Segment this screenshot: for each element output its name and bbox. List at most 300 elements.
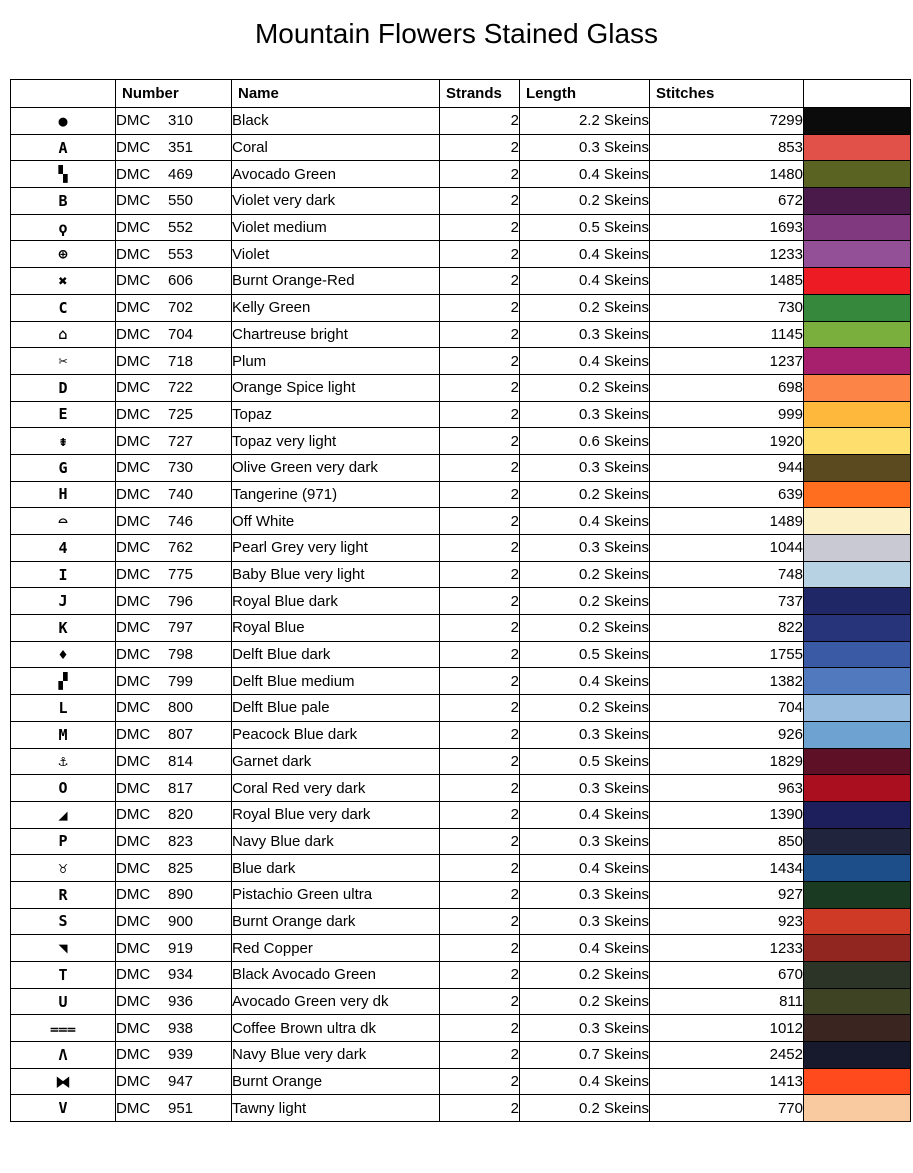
color-swatch-cell: [804, 695, 911, 722]
brand-label: DMC: [116, 325, 151, 343]
stitches-cell: 1829: [650, 748, 804, 775]
length-cell: 0.2 Skeins: [520, 1095, 650, 1122]
thread-code: 814: [168, 752, 194, 770]
stitches-cell: 944: [650, 454, 804, 481]
color-swatch: [804, 642, 910, 668]
number-cell: [116, 855, 232, 882]
length-cell: 0.2 Skeins: [520, 588, 650, 615]
name-cell: Pearl Grey very light: [232, 535, 440, 562]
number-cell: [116, 214, 232, 241]
name-cell: Navy Blue very dark: [232, 1042, 440, 1069]
number-cell: [116, 615, 232, 642]
table-row: [11, 268, 911, 295]
name-cell: Royal Blue dark: [232, 588, 440, 615]
name-cell: Kelly Green: [232, 294, 440, 321]
name-cell: Tawny light: [232, 1095, 440, 1122]
length-cell: 0.3 Skeins: [520, 321, 650, 348]
name-cell: Off White: [232, 508, 440, 535]
table-row: [11, 855, 911, 882]
number-cell: [116, 374, 232, 401]
thread-code: 797: [168, 619, 194, 637]
color-swatch: [804, 775, 910, 801]
symbol-cell: S: [11, 908, 116, 935]
table-row: [11, 321, 911, 348]
brand-label: DMC: [116, 1099, 151, 1117]
symbol-cell: I: [11, 561, 116, 588]
stitches-cell: 1485: [650, 268, 804, 295]
name-cell: Delft Blue dark: [232, 641, 440, 668]
name-cell: Orange Spice light: [232, 374, 440, 401]
strands-cell: 2: [440, 988, 520, 1015]
number-cell: [116, 721, 232, 748]
strands-cell: 2: [440, 321, 520, 348]
strands-cell: 2: [440, 401, 520, 428]
table-body: [11, 108, 911, 1122]
brand-label: DMC: [116, 966, 151, 984]
color-swatch-cell: [804, 721, 911, 748]
length-cell: 0.2 Skeins: [520, 988, 650, 1015]
color-swatch-cell: [804, 428, 911, 455]
symbol-cell: L: [11, 695, 116, 722]
thread-code: 900: [168, 912, 194, 930]
color-swatch-cell: [804, 615, 911, 642]
color-swatch-cell: [804, 1015, 911, 1042]
table-row: [11, 188, 911, 215]
length-cell: 0.3 Skeins: [520, 828, 650, 855]
strands-cell: 2: [440, 428, 520, 455]
thread-code: 936: [168, 993, 194, 1011]
symbol-cell: C: [11, 294, 116, 321]
number-cell: [116, 801, 232, 828]
length-cell: 0.2 Skeins: [520, 294, 650, 321]
color-swatch-cell: [804, 321, 911, 348]
strands-cell: 2: [440, 615, 520, 642]
thread-code: 727: [168, 432, 194, 450]
strands-cell: 2: [440, 908, 520, 935]
brand-label: DMC: [116, 806, 151, 824]
number-cell: [116, 935, 232, 962]
thread-code: 823: [168, 832, 194, 850]
symbol-cell: ⌓: [11, 508, 116, 535]
color-swatch: [804, 668, 910, 694]
strands-cell: 2: [440, 721, 520, 748]
color-swatch: [804, 161, 910, 187]
table-header-row: [11, 80, 911, 108]
strands-cell: 2: [440, 935, 520, 962]
brand-label: DMC: [116, 859, 151, 877]
symbol-cell: E: [11, 401, 116, 428]
name-cell: Chartreuse bright: [232, 321, 440, 348]
color-swatch-cell: [804, 401, 911, 428]
symbol-cell: K: [11, 615, 116, 642]
strands-cell: 2: [440, 348, 520, 375]
thread-code: 799: [168, 672, 194, 690]
stitches-cell: 2452: [650, 1042, 804, 1069]
header-stitches: Stitches: [650, 80, 804, 108]
length-cell: 0.4 Skeins: [520, 161, 650, 188]
thread-code: 553: [168, 245, 194, 263]
name-cell: Coral: [232, 134, 440, 161]
table-row: [11, 615, 911, 642]
symbol-cell: ⇟: [11, 428, 116, 455]
length-cell: 0.4 Skeins: [520, 935, 650, 962]
color-swatch: [804, 1042, 910, 1068]
symbol-cell: ▚: [11, 161, 116, 188]
thread-legend-table: [10, 79, 911, 1122]
thread-code: 550: [168, 192, 194, 210]
color-swatch-cell: [804, 668, 911, 695]
symbol-cell: ⌂: [11, 321, 116, 348]
strands-cell: 2: [440, 641, 520, 668]
length-cell: 0.2 Skeins: [520, 481, 650, 508]
strands-cell: 2: [440, 775, 520, 802]
symbol-cell: U: [11, 988, 116, 1015]
color-swatch-cell: [804, 588, 911, 615]
length-cell: 0.3 Skeins: [520, 134, 650, 161]
color-swatch: [804, 108, 910, 134]
length-cell: 0.3 Skeins: [520, 881, 650, 908]
stitches-cell: 1145: [650, 321, 804, 348]
color-swatch: [804, 909, 910, 935]
table-row: [11, 908, 911, 935]
color-swatch: [804, 402, 910, 428]
symbol-cell: R: [11, 881, 116, 908]
table-row: [11, 695, 911, 722]
table-row: [11, 454, 911, 481]
strands-cell: 2: [440, 1068, 520, 1095]
number-cell: [116, 988, 232, 1015]
brand-label: DMC: [116, 139, 151, 157]
symbol-cell: G: [11, 454, 116, 481]
brand-label: DMC: [116, 779, 151, 797]
stitches-cell: 1489: [650, 508, 804, 535]
brand-label: DMC: [116, 1019, 151, 1037]
length-cell: 0.2 Skeins: [520, 695, 650, 722]
symbol-cell: ⊕: [11, 241, 116, 268]
color-swatch-cell: [804, 748, 911, 775]
length-cell: 0.3 Skeins: [520, 721, 650, 748]
color-swatch-cell: [804, 481, 911, 508]
symbol-cell: ϙ: [11, 214, 116, 241]
name-cell: Baby Blue very light: [232, 561, 440, 588]
number-cell: [116, 1015, 232, 1042]
stitches-cell: 770: [650, 1095, 804, 1122]
page-title: Mountain Flowers Stained Glass: [254, 18, 659, 49]
color-swatch: [804, 882, 910, 908]
header-strands: Strands: [440, 80, 520, 108]
strands-cell: 2: [440, 268, 520, 295]
number-cell: [116, 108, 232, 135]
number-cell: [116, 828, 232, 855]
thread-code: 800: [168, 699, 194, 717]
color-swatch: [804, 588, 910, 614]
number-cell: [116, 561, 232, 588]
brand-label: DMC: [116, 272, 151, 290]
stitches-cell: 737: [650, 588, 804, 615]
symbol-cell: Λ: [11, 1042, 116, 1069]
strands-cell: 2: [440, 241, 520, 268]
thread-code: 825: [168, 859, 194, 877]
color-swatch-cell: [804, 214, 911, 241]
stitches-cell: 748: [650, 561, 804, 588]
header-symbol: [11, 80, 116, 108]
strands-cell: 2: [440, 695, 520, 722]
symbol-cell: 4: [11, 535, 116, 562]
brand-label: DMC: [116, 459, 151, 477]
length-cell: 0.4 Skeins: [520, 801, 650, 828]
stitches-cell: 811: [650, 988, 804, 1015]
color-swatch: [804, 615, 910, 641]
brand-label: DMC: [116, 112, 151, 130]
length-cell: 0.2 Skeins: [520, 615, 650, 642]
stitches-cell: 1012: [650, 1015, 804, 1042]
name-cell: Topaz: [232, 401, 440, 428]
color-swatch-cell: [804, 801, 911, 828]
name-cell: Navy Blue dark: [232, 828, 440, 855]
name-cell: Coral Red very dark: [232, 775, 440, 802]
color-swatch-cell: [804, 348, 911, 375]
length-cell: 0.3 Skeins: [520, 535, 650, 562]
color-swatch: [804, 962, 910, 988]
brand-label: DMC: [116, 939, 151, 957]
table-row: [11, 935, 911, 962]
strands-cell: 2: [440, 801, 520, 828]
table-row: [11, 401, 911, 428]
thread-code: 919: [168, 939, 194, 957]
length-cell: 0.3 Skeins: [520, 401, 650, 428]
color-swatch-cell: [804, 508, 911, 535]
table-row: [11, 641, 911, 668]
color-swatch: [804, 428, 910, 454]
color-swatch-cell: [804, 294, 911, 321]
table-row: [11, 775, 911, 802]
stitches-cell: 963: [650, 775, 804, 802]
thread-code: 740: [168, 485, 194, 503]
number-cell: [116, 535, 232, 562]
symbol-cell: O: [11, 775, 116, 802]
brand-label: DMC: [116, 405, 151, 423]
table-row: [11, 988, 911, 1015]
length-cell: 0.2 Skeins: [520, 188, 650, 215]
table-row: [11, 828, 911, 855]
table-row: [11, 962, 911, 989]
thread-code: 310: [168, 112, 194, 130]
number-cell: [116, 962, 232, 989]
thread-code: 951: [168, 1099, 194, 1117]
number-cell: [116, 481, 232, 508]
color-swatch-cell: [804, 855, 911, 882]
name-cell: Red Copper: [232, 935, 440, 962]
number-cell: [116, 134, 232, 161]
length-cell: 0.4 Skeins: [520, 241, 650, 268]
strands-cell: 2: [440, 188, 520, 215]
brand-label: DMC: [116, 1046, 151, 1064]
color-swatch: [804, 935, 910, 961]
stitches-cell: 1480: [650, 161, 804, 188]
thread-code: 762: [168, 539, 194, 557]
thread-code: 725: [168, 405, 194, 423]
length-cell: 0.6 Skeins: [520, 428, 650, 455]
name-cell: Topaz very light: [232, 428, 440, 455]
stitches-cell: 1233: [650, 241, 804, 268]
symbol-cell: T: [11, 962, 116, 989]
table-row: [11, 1095, 911, 1122]
stitches-cell: 926: [650, 721, 804, 748]
thread-code: 796: [168, 592, 194, 610]
brand-label: DMC: [116, 432, 151, 450]
color-swatch-cell: [804, 641, 911, 668]
color-swatch: [804, 268, 910, 294]
name-cell: Violet: [232, 241, 440, 268]
color-swatch: [804, 535, 910, 561]
table-row: [11, 294, 911, 321]
color-swatch-cell: [804, 908, 911, 935]
symbol-cell: M: [11, 721, 116, 748]
brand-label: DMC: [116, 485, 151, 503]
thread-code: 746: [168, 512, 194, 530]
number-cell: [116, 321, 232, 348]
color-swatch-cell: [804, 134, 911, 161]
strands-cell: 2: [440, 508, 520, 535]
name-cell: Violet medium: [232, 214, 440, 241]
brand-label: DMC: [116, 699, 151, 717]
name-cell: Burnt Orange-Red: [232, 268, 440, 295]
strands-cell: 2: [440, 962, 520, 989]
table-row: [11, 1015, 911, 1042]
table-row: [11, 588, 911, 615]
strands-cell: 2: [440, 161, 520, 188]
color-swatch: [804, 1095, 910, 1121]
length-cell: 0.3 Skeins: [520, 1015, 650, 1042]
number-cell: [116, 348, 232, 375]
name-cell: Coffee Brown ultra dk: [232, 1015, 440, 1042]
brand-label: DMC: [116, 726, 151, 744]
stitches-cell: 853: [650, 134, 804, 161]
strands-cell: 2: [440, 535, 520, 562]
number-cell: [116, 748, 232, 775]
name-cell: Violet very dark: [232, 188, 440, 215]
brand-label: DMC: [116, 245, 151, 263]
stitches-cell: 999: [650, 401, 804, 428]
stitches-cell: 730: [650, 294, 804, 321]
stitches-cell: 1413: [650, 1068, 804, 1095]
name-cell: Pistachio Green ultra: [232, 881, 440, 908]
strands-cell: 2: [440, 561, 520, 588]
name-cell: Tangerine (971): [232, 481, 440, 508]
header-number: Number: [116, 80, 232, 108]
name-cell: Delft Blue pale: [232, 695, 440, 722]
strands-cell: 2: [440, 454, 520, 481]
thread-code: 807: [168, 726, 194, 744]
color-swatch: [804, 188, 910, 214]
header-length: Length: [520, 80, 650, 108]
symbol-cell: ♦: [11, 641, 116, 668]
color-swatch: [804, 562, 910, 588]
name-cell: Black: [232, 108, 440, 135]
stitches-cell: 639: [650, 481, 804, 508]
length-cell: 0.5 Skeins: [520, 641, 650, 668]
color-swatch-cell: [804, 454, 911, 481]
length-cell: 0.4 Skeins: [520, 668, 650, 695]
name-cell: Olive Green very dark: [232, 454, 440, 481]
strands-cell: 2: [440, 588, 520, 615]
number-cell: [116, 161, 232, 188]
color-swatch: [804, 215, 910, 241]
thread-code: 718: [168, 352, 194, 370]
strands-cell: 2: [440, 1095, 520, 1122]
symbol-cell: ⚓: [11, 748, 116, 775]
symbol-cell: ⩶: [11, 1015, 116, 1042]
thread-code: 947: [168, 1073, 194, 1091]
stitches-cell: 1233: [650, 935, 804, 962]
name-cell: Black Avocado Green: [232, 962, 440, 989]
color-swatch: [804, 455, 910, 481]
table-row: [11, 481, 911, 508]
symbol-cell: V: [11, 1095, 116, 1122]
stitches-cell: 1920: [650, 428, 804, 455]
table-row: [11, 134, 911, 161]
thread-code: 890: [168, 886, 194, 904]
table-row: [11, 161, 911, 188]
thread-code: 798: [168, 646, 194, 664]
strands-cell: 2: [440, 294, 520, 321]
thread-code: 820: [168, 806, 194, 824]
symbol-cell: ◥: [11, 935, 116, 962]
brand-label: DMC: [116, 299, 151, 317]
color-swatch-cell: [804, 374, 911, 401]
length-cell: 0.4 Skeins: [520, 348, 650, 375]
color-swatch: [804, 989, 910, 1015]
brand-label: DMC: [116, 646, 151, 664]
name-cell: Peacock Blue dark: [232, 721, 440, 748]
color-swatch: [804, 375, 910, 401]
stitches-cell: 850: [650, 828, 804, 855]
name-cell: Garnet dark: [232, 748, 440, 775]
thread-code: 817: [168, 779, 194, 797]
color-swatch: [804, 802, 910, 828]
table-row: [11, 374, 911, 401]
color-swatch-cell: [804, 935, 911, 962]
brand-label: DMC: [116, 352, 151, 370]
number-cell: [116, 588, 232, 615]
stitches-cell: 923: [650, 908, 804, 935]
brand-label: DMC: [116, 672, 151, 690]
strands-cell: 2: [440, 214, 520, 241]
thread-code: 469: [168, 165, 194, 183]
color-swatch: [804, 508, 910, 534]
thread-code: 702: [168, 299, 194, 317]
strands-cell: 2: [440, 108, 520, 135]
number-cell: [116, 401, 232, 428]
color-swatch-cell: [804, 188, 911, 215]
strands-cell: 2: [440, 1042, 520, 1069]
brand-label: DMC: [116, 912, 151, 930]
color-swatch: [804, 1069, 910, 1095]
table-row: [11, 1042, 911, 1069]
color-swatch: [804, 722, 910, 748]
stitches-cell: 672: [650, 188, 804, 215]
symbol-cell: ⧓: [11, 1068, 116, 1095]
thread-code: 552: [168, 219, 194, 237]
color-swatch-cell: [804, 775, 911, 802]
brand-label: DMC: [116, 192, 151, 210]
length-cell: 0.3 Skeins: [520, 454, 650, 481]
thread-code: 606: [168, 272, 194, 290]
table-row: [11, 348, 911, 375]
name-cell: Burnt Orange: [232, 1068, 440, 1095]
color-swatch: [804, 348, 910, 374]
name-cell: Avocado Green: [232, 161, 440, 188]
